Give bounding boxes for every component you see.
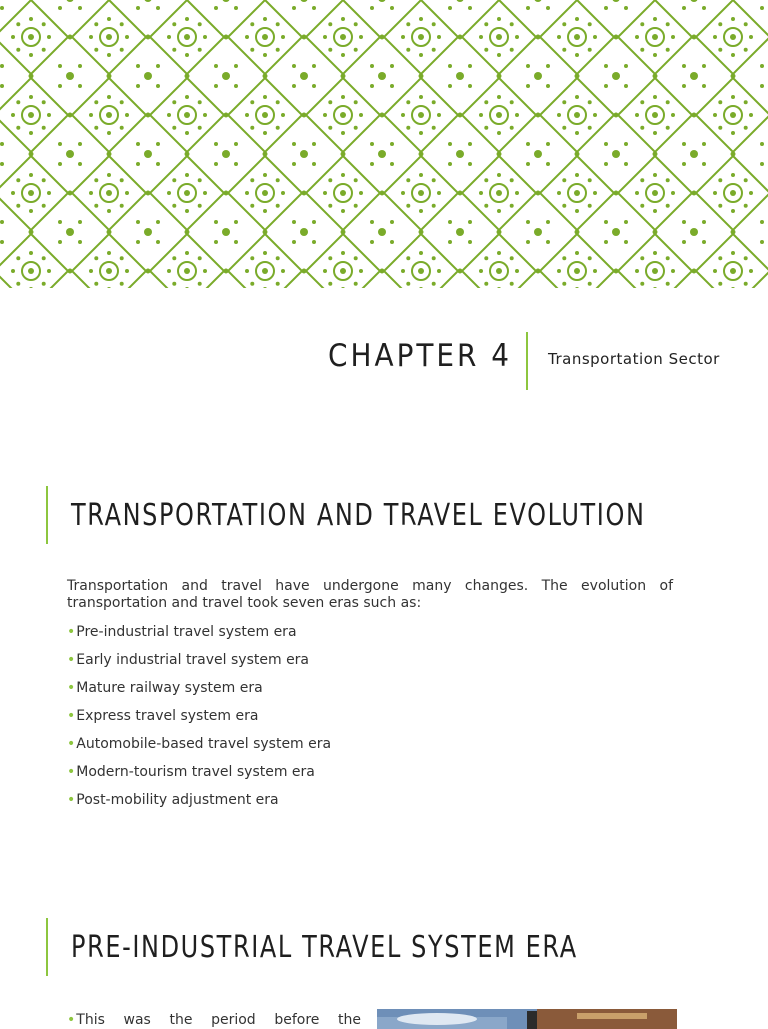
bullet: • [67, 624, 76, 640]
list-item [67, 652, 331, 680]
list-item [67, 624, 331, 652]
bullet: • [67, 708, 76, 724]
chapter-subtitle: Transportation Sector [548, 350, 720, 368]
section-heading-pre-industrial [0, 918, 768, 976]
bullet: • [67, 652, 76, 668]
section-accent-bar [46, 918, 48, 976]
list-item [67, 792, 331, 820]
list-item [67, 680, 331, 708]
bullet: • [67, 792, 76, 808]
era-list [67, 624, 331, 820]
chapter-title: CHAPTER 4 [328, 338, 512, 374]
body-text: This was the period before the [76, 1012, 361, 1028]
bullet: • [67, 680, 76, 696]
bullet: • [67, 1012, 76, 1028]
era-label: Express travel system era [76, 708, 259, 724]
list-item [67, 736, 331, 764]
era-label: Early industrial travel system era [76, 652, 310, 668]
list-item [67, 708, 331, 736]
decorative-pattern-banner [0, 0, 768, 288]
bullet: • [67, 764, 76, 780]
era-label: Post-mobility adjustment era [76, 792, 279, 808]
section-title: TRANSPORTATION AND TRAVEL EVOLUTION [71, 498, 646, 533]
era-label: Modern-tourism travel system era [76, 764, 315, 780]
bullet: • [67, 736, 76, 752]
section-body-text [67, 1012, 361, 1028]
era-label: Pre-industrial travel system era [76, 624, 297, 640]
chapter-divider [526, 332, 528, 390]
era-label: Mature railway system era [76, 680, 263, 696]
section-heading-evolution [0, 486, 768, 544]
list-item [67, 764, 331, 792]
section-title: PRE-INDUSTRIAL TRAVEL SYSTEM ERA [71, 930, 578, 965]
chapter-header [0, 332, 768, 390]
historic-photo [377, 1009, 677, 1029]
intro-paragraph: Transportation and travel have undergone many changes. The evolution of transportation and travel took seven eras such as: [67, 578, 673, 611]
era-label: Automobile-based travel system era [76, 736, 332, 752]
section-accent-bar [46, 486, 48, 544]
